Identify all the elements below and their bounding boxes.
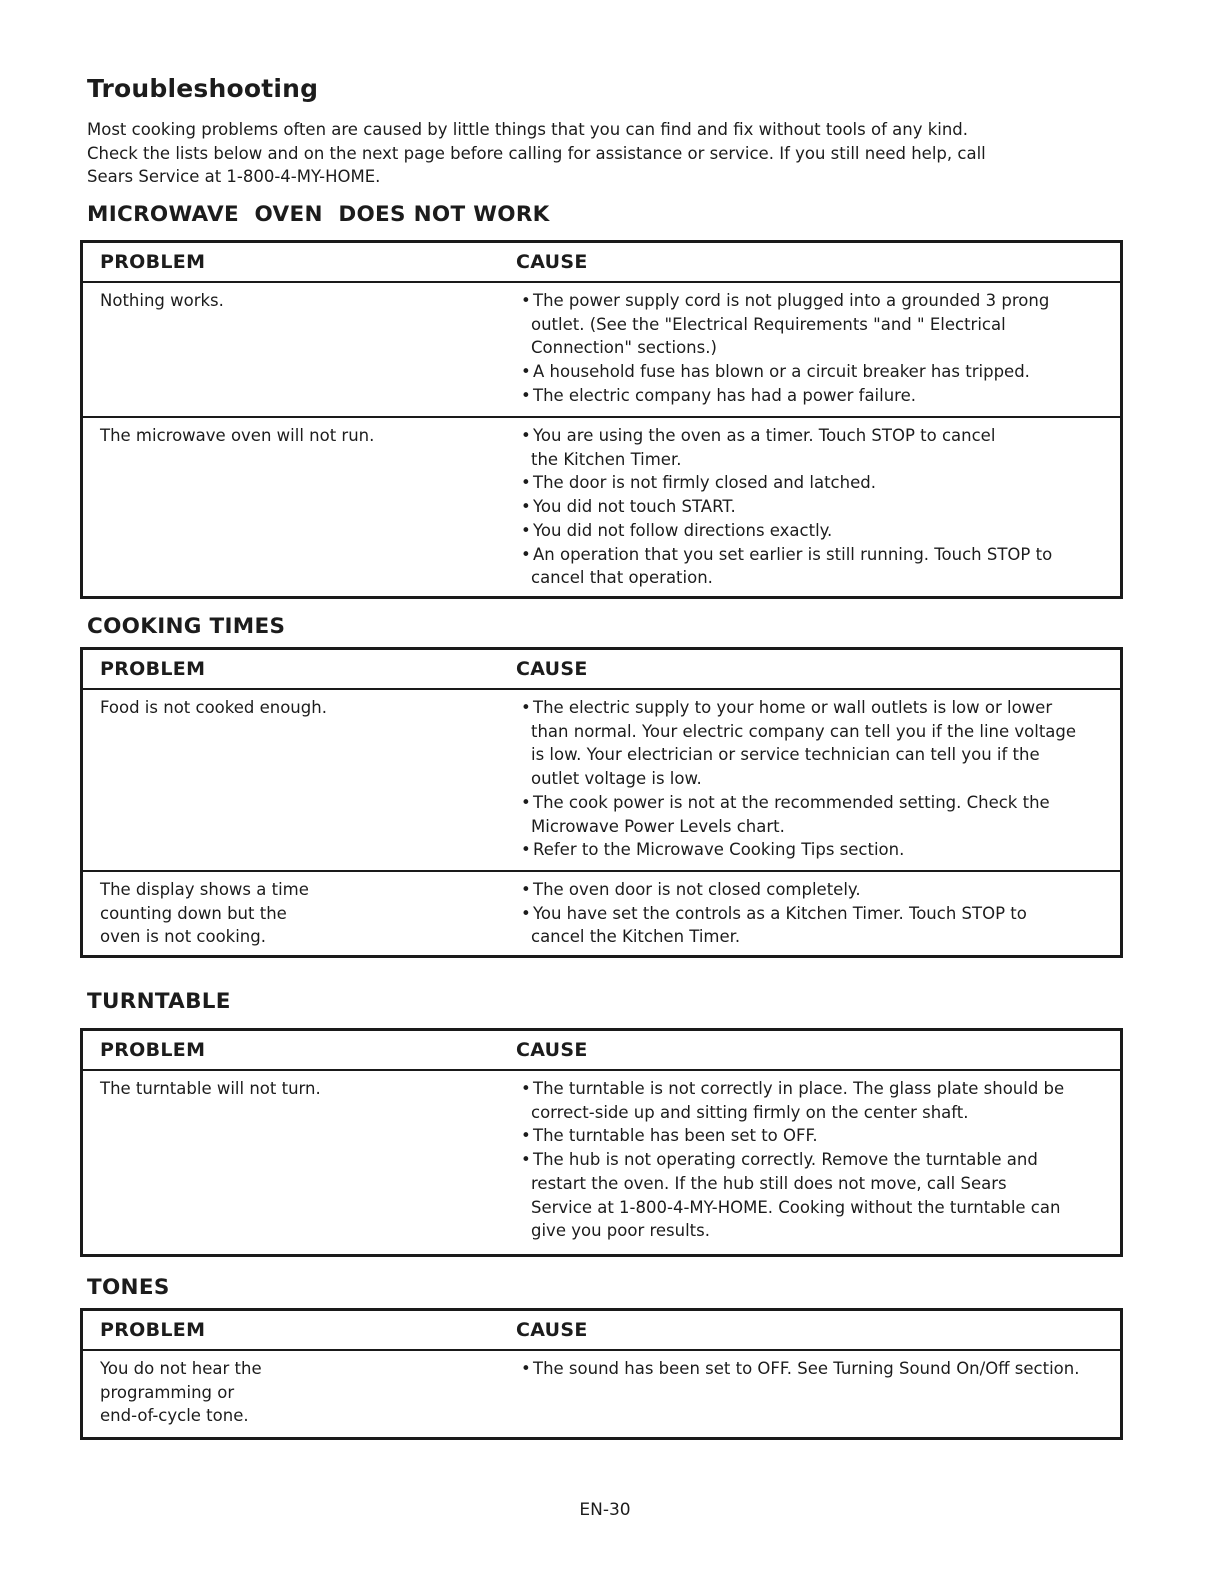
table-row: [83, 870, 1120, 955]
problem-text: Nothing works.: [100, 291, 224, 310]
cause-bullet: • The electric company has had a power failure.: [516, 384, 1120, 408]
page-number: EN-30: [579, 1500, 631, 1520]
cause-line: Connection" sections.): [531, 338, 717, 358]
problem-text: programming or: [100, 1382, 235, 1402]
cause-cell: [516, 1351, 1120, 1437]
intro-paragraph: [87, 118, 1087, 189]
cause-line: cancel the Kitchen Timer.: [531, 927, 741, 947]
cause-line: Service at 1-800-4-MY-HOME. Cooking without the turntable can: [531, 1197, 1061, 1217]
intro-line: Most cooking problems often are caused by little things that you can find and fix without tools of any kind.: [87, 120, 969, 139]
table-tones: [80, 1308, 1123, 1440]
section-title-turntable: TURNTABLE: [87, 989, 231, 1014]
table-row: [83, 416, 1120, 596]
table-row: [83, 1071, 1120, 1254]
table-header: [83, 243, 1120, 283]
cause-bullet: • The sound has been set to OFF. See Turning Sound On/Off section.: [516, 1357, 1120, 1381]
cause-bullet: • The electric supply to your home or wall outlets is low or lower: [516, 696, 1120, 720]
header-cause: CAUSE: [516, 1039, 588, 1061]
cause-cell: [516, 872, 1120, 955]
cause-bullet: • You did not follow directions exactly.: [516, 519, 1120, 543]
table-row: [83, 283, 1120, 416]
intro-line: Check the lists below and on the next page before calling for assistance or service. If you still need help, call: [87, 143, 986, 163]
header-cause: CAUSE: [516, 658, 588, 680]
cause-line: outlet voltage is low.: [531, 769, 702, 789]
problem-text: You do not hear the: [100, 1359, 262, 1378]
problem-cell: [83, 872, 516, 955]
problem-cell: [83, 1351, 516, 1437]
cause-line: cancel that operation.: [531, 568, 713, 588]
cause-bullet: • You did not touch START.: [516, 495, 1120, 519]
table-header: [83, 1031, 1120, 1071]
cause-bullet: • The hub is not operating correctly. Remove the turntable and: [516, 1148, 1120, 1172]
table-row: [83, 690, 1120, 870]
problem-text: end-of-cycle tone.: [100, 1406, 249, 1426]
problem-text: oven is not cooking.: [100, 927, 266, 947]
table-turntable: [80, 1028, 1123, 1257]
cause-bullet: • A household fuse has blown or a circuit breaker has tripped.: [516, 360, 1120, 384]
cause-line: outlet. (See the "Electrical Requirements "and " Electrical: [531, 314, 1006, 334]
problem-text: Food is not cooked enough.: [100, 698, 327, 717]
table-row: [83, 1351, 1120, 1437]
cause-bullet: • The cook power is not at the recommended setting. Check the: [516, 791, 1120, 815]
section-title-cooking-times: COOKING TIMES: [87, 614, 286, 639]
problem-cell: [83, 283, 516, 416]
table-not-work: [80, 240, 1123, 599]
problem-cell: [83, 690, 516, 870]
cause-line: than normal. Your electric company can tell you if the line voltage: [531, 721, 1077, 741]
page-title: Troubleshooting: [87, 74, 319, 103]
cause-bullet: • An operation that you set earlier is still running. Touch STOP to: [516, 543, 1120, 567]
section-title-not-work: MICROWAVE OVEN DOES NOT WORK: [87, 202, 550, 227]
cause-cell: [516, 418, 1120, 596]
header-problem: PROBLEM: [100, 658, 206, 680]
cause-bullet: • You are using the oven as a timer. Touch STOP to cancel: [516, 424, 1120, 448]
cause-bullet: • The turntable has been set to OFF.: [516, 1124, 1120, 1148]
cause-line: Microwave Power Levels chart.: [531, 816, 785, 836]
cause-line: is low. Your electrician or service technician can tell you if the: [531, 745, 1040, 765]
header-problem: PROBLEM: [100, 1319, 206, 1341]
cause-cell: [516, 283, 1120, 416]
problem-text: The turntable will not turn.: [100, 1079, 321, 1098]
header-problem: PROBLEM: [100, 1039, 206, 1061]
cause-bullet: • You have set the controls as a Kitchen Timer. Touch STOP to: [516, 902, 1120, 926]
cause-line: correct-side up and sitting firmly on the center shaft.: [531, 1102, 969, 1122]
problem-text: counting down but the: [100, 903, 287, 923]
header-cause: CAUSE: [516, 1319, 588, 1341]
cause-line: the Kitchen Timer.: [531, 449, 682, 469]
cause-bullet: • The turntable is not correctly in place. The glass plate should be: [516, 1077, 1120, 1101]
problem-text: The display shows a time: [100, 880, 309, 899]
table-header: [83, 1311, 1120, 1351]
section-title-tones: TONES: [87, 1275, 170, 1300]
cause-line: restart the oven. If the hub still does not move, call Sears: [531, 1173, 1007, 1193]
cause-bullet: • The door is not firmly closed and latched.: [516, 471, 1120, 495]
header-problem: PROBLEM: [100, 251, 206, 273]
cause-bullet: • Refer to the Microwave Cooking Tips section.: [516, 838, 1120, 862]
header-cause: CAUSE: [516, 251, 588, 273]
cause-cell: [516, 690, 1120, 870]
cause-bullet: • The power supply cord is not plugged into a grounded 3 prong: [516, 289, 1120, 313]
table-cooking-times: [80, 647, 1123, 958]
cause-bullet: • The oven door is not closed completely.: [516, 878, 1120, 902]
cause-line: give you poor results.: [531, 1221, 710, 1241]
problem-cell: [83, 418, 516, 596]
table-header: [83, 650, 1120, 690]
problem-text: The microwave oven will not run.: [100, 426, 375, 445]
cause-cell: [516, 1071, 1120, 1254]
intro-line: Sears Service at 1-800-4-MY-HOME.: [87, 167, 381, 186]
problem-cell: [83, 1071, 516, 1254]
